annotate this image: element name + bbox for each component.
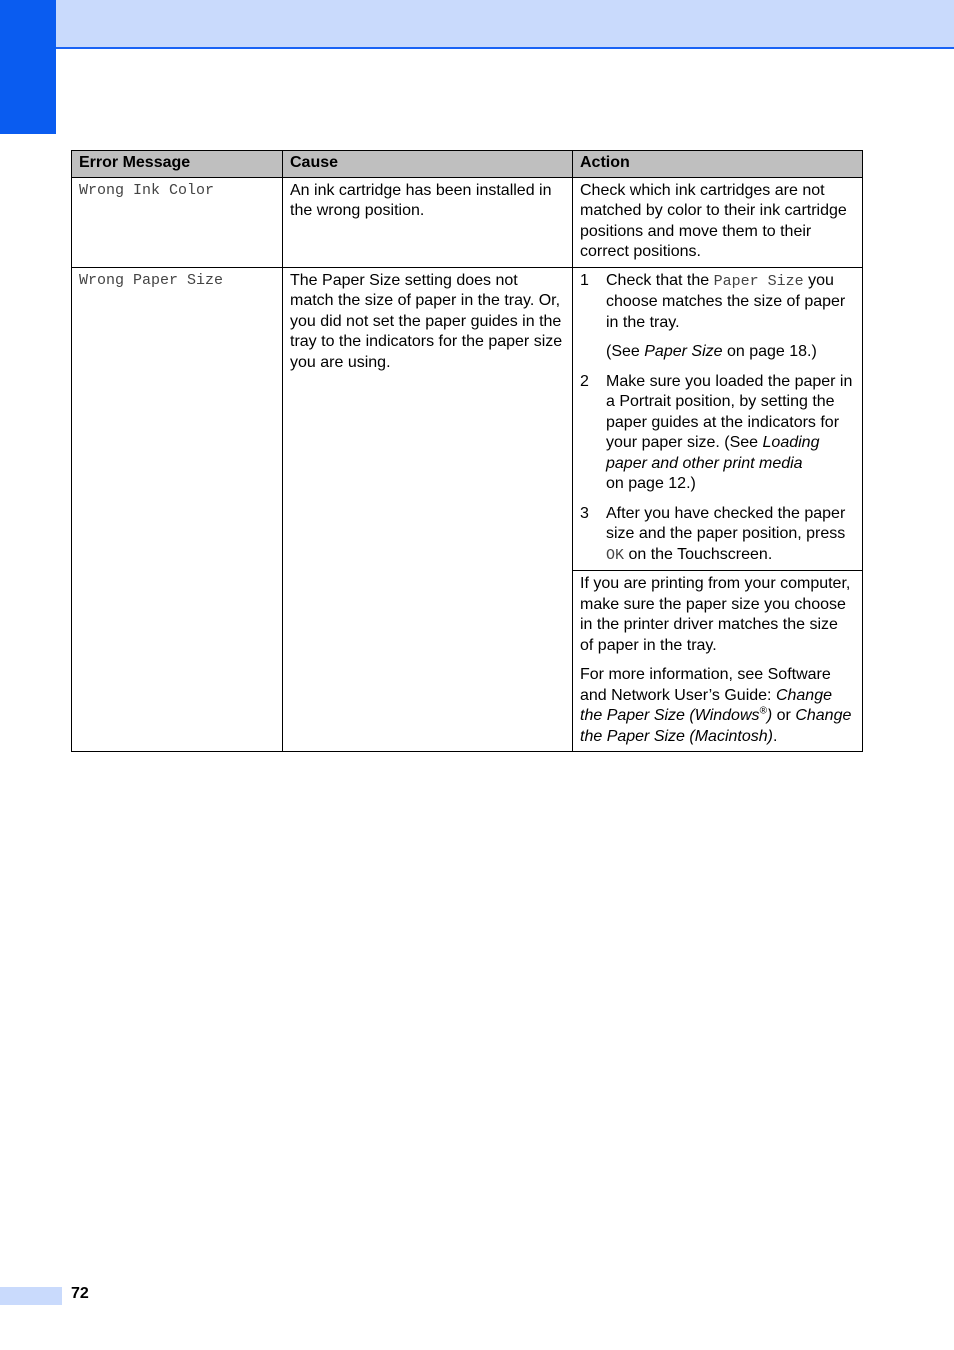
action-steps-cell <box>573 267 863 571</box>
table-header-row <box>72 151 863 178</box>
page-number: 72 <box>71 1285 89 1302</box>
step-text-part: Check that the <box>606 271 714 289</box>
reference-link: Change the Paper Size (Macintosh) <box>580 707 852 745</box>
error-message-cell: Wrong Ink Color <box>72 177 283 267</box>
para-text: or <box>772 707 796 724</box>
cause-cell: An ink cartridge has been installed in the wrong position. <box>283 177 573 267</box>
step-text-part: Make sure you loaded the paper in a Portrait position, by setting the paper guides at the indicators for your paper size. (See <box>606 372 853 451</box>
reference-link-end: ) <box>766 707 773 724</box>
header-action: Action <box>573 151 863 178</box>
page-number-band <box>0 1287 62 1305</box>
step-number: 1 <box>580 271 589 289</box>
step-text-part: After you have checked the paper size and the paper position, press <box>606 504 846 542</box>
action-paragraph <box>580 665 855 747</box>
header-band <box>0 0 954 49</box>
header-error-message: Error Message <box>72 151 283 178</box>
reference-link: Change the Paper Size (Windows <box>580 686 832 724</box>
header-cause: Cause <box>283 151 573 178</box>
see-text: (See <box>606 343 645 360</box>
step-text-part: on the Touchscreen. <box>624 545 773 563</box>
para-text: For more information, see Software and Network User’s Guide: <box>580 666 831 704</box>
step-text <box>606 504 855 567</box>
table-row <box>72 267 863 571</box>
step-text <box>606 372 855 495</box>
error-table <box>71 150 863 752</box>
error-message-cell: Wrong Paper Size <box>72 267 283 752</box>
step-text-part: you choose matches the size of paper in the tray. <box>606 271 846 331</box>
step-number: 3 <box>580 504 589 522</box>
see-text: on page 18.) <box>722 343 817 360</box>
action-paragraph: If you are printing from your computer, make sure the paper size you choose in the printer driver matches the size of paper in the tray. <box>580 575 851 654</box>
action-step <box>580 504 855 567</box>
action-cell <box>573 571 863 752</box>
lcd-text: OK <box>606 546 625 564</box>
step-number: 2 <box>580 372 589 390</box>
see-link: Paper Size <box>644 343 723 360</box>
action-step <box>580 271 855 363</box>
reference-link: Loading paper and other print media <box>606 434 820 472</box>
registered-mark: ® <box>759 705 767 717</box>
cause-cell: The Paper Size setting does not match the size of paper in the tray. Or, you did not set the paper guides in the tray to the indicators for the paper size you are using. <box>283 267 573 752</box>
table-row <box>72 177 863 267</box>
action-step <box>580 372 855 495</box>
step-text-part: on page 12.) <box>606 475 696 492</box>
action-cell: Check which ink cartridges are not matched by color to their ink cartridge positions and move them to their correct positions. <box>573 177 863 267</box>
step-text <box>606 271 855 363</box>
para-text: . <box>772 727 778 745</box>
chapter-tab <box>0 0 56 134</box>
see-reference <box>606 342 855 363</box>
lcd-text: Paper Size <box>713 272 804 290</box>
